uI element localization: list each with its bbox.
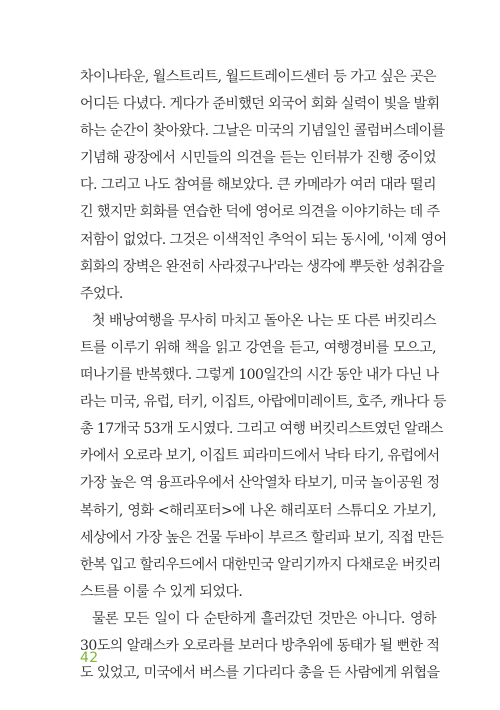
text-line: 물론 모든 일이 다 순탄하게 흘러갔던 것만은 아니다. 영하 (92, 610, 436, 627)
text-line: 30도의 알래스카 오로라를 보러다 방추위에 동태가 될 뻔한 적 (80, 637, 440, 654)
page-number: 42 (80, 650, 99, 666)
text-line: 한복 입고 할리우드에서 대한민국 알리기까지 다채로운 버킷리 (80, 556, 441, 573)
text-line: 기념해 광장에서 시민들의 의견을 듣는 인터뷰가 진행 중이었 (80, 150, 436, 167)
text-line: 저함이 없었다. 그것은 이색적인 추억이 되는 동시에, '이제 영어 (80, 231, 447, 248)
text-line: 다. 그리고 나도 참여를 해보았다. 큰 카메라가 여러 대라 떨리 (80, 177, 436, 194)
text-line: 차이나타운, 월스트리트, 월드트레이드센터 등 가고 싶은 곳은 (80, 69, 436, 85)
text-line: 트를 이루기 위해 책을 읽고 강연을 듣고, 여행경비를 모으고, (80, 339, 436, 356)
text-line: 주었다. (80, 285, 123, 302)
text-line: 세상에서 가장 높은 건물 두바이 부르즈 할리파 보기, 직접 만든 (80, 529, 444, 546)
text-line: 총 17개국 53개 도시였다. 그리고 여행 버킷리스트였던 알래스 (80, 421, 444, 438)
text-line: 어디든 다녔다. 게다가 준비했던 외국어 회화 실력이 빛을 발휘 (80, 96, 440, 113)
text-line: 첫 배낭여행을 무사히 마치고 돌아온 나는 또 다른 버킷리스 (92, 312, 436, 329)
text-line: 복하기, 영화 <해리포터>에 나온 해리포터 스튜디오 가보기, (80, 502, 436, 519)
text-line: 카에서 오로라 보기, 이집트 피라미드에서 낙타 타기, 유럽에서 (80, 448, 440, 465)
text-line: 가장 높은 역 융프라우에서 산악열차 타보기, 미국 놀이공원 정 (80, 475, 440, 492)
text-line: 회화의 장벽은 완전히 사라졌구나'라는 생각에 뿌듯한 성취감을 (80, 258, 445, 275)
body-text (80, 64, 447, 687)
text-line: 떠나기를 반복했다. 그렇게 100일간의 시간 동안 내가 다닌 나 (80, 367, 439, 384)
text-line: 하는 순간이 찾아왔다. 그날은 미국의 기념일인 콜럼버스데이를 (80, 123, 445, 140)
text-line: 스트를 이룰 수 있게 되었다. (80, 583, 243, 600)
text-line: 라는 미국, 유럽, 터키, 이집트, 아랍에미레이트, 호주, 캐나다 등 (80, 394, 446, 411)
text-line: 도 있었고, 미국에서 버스를 기다리다 총을 든 사람에게 위협을 (80, 665, 440, 682)
text-line: 긴 했지만 회화를 연습한 덕에 영어로 의견을 이야기하는 데 주 (80, 204, 440, 221)
